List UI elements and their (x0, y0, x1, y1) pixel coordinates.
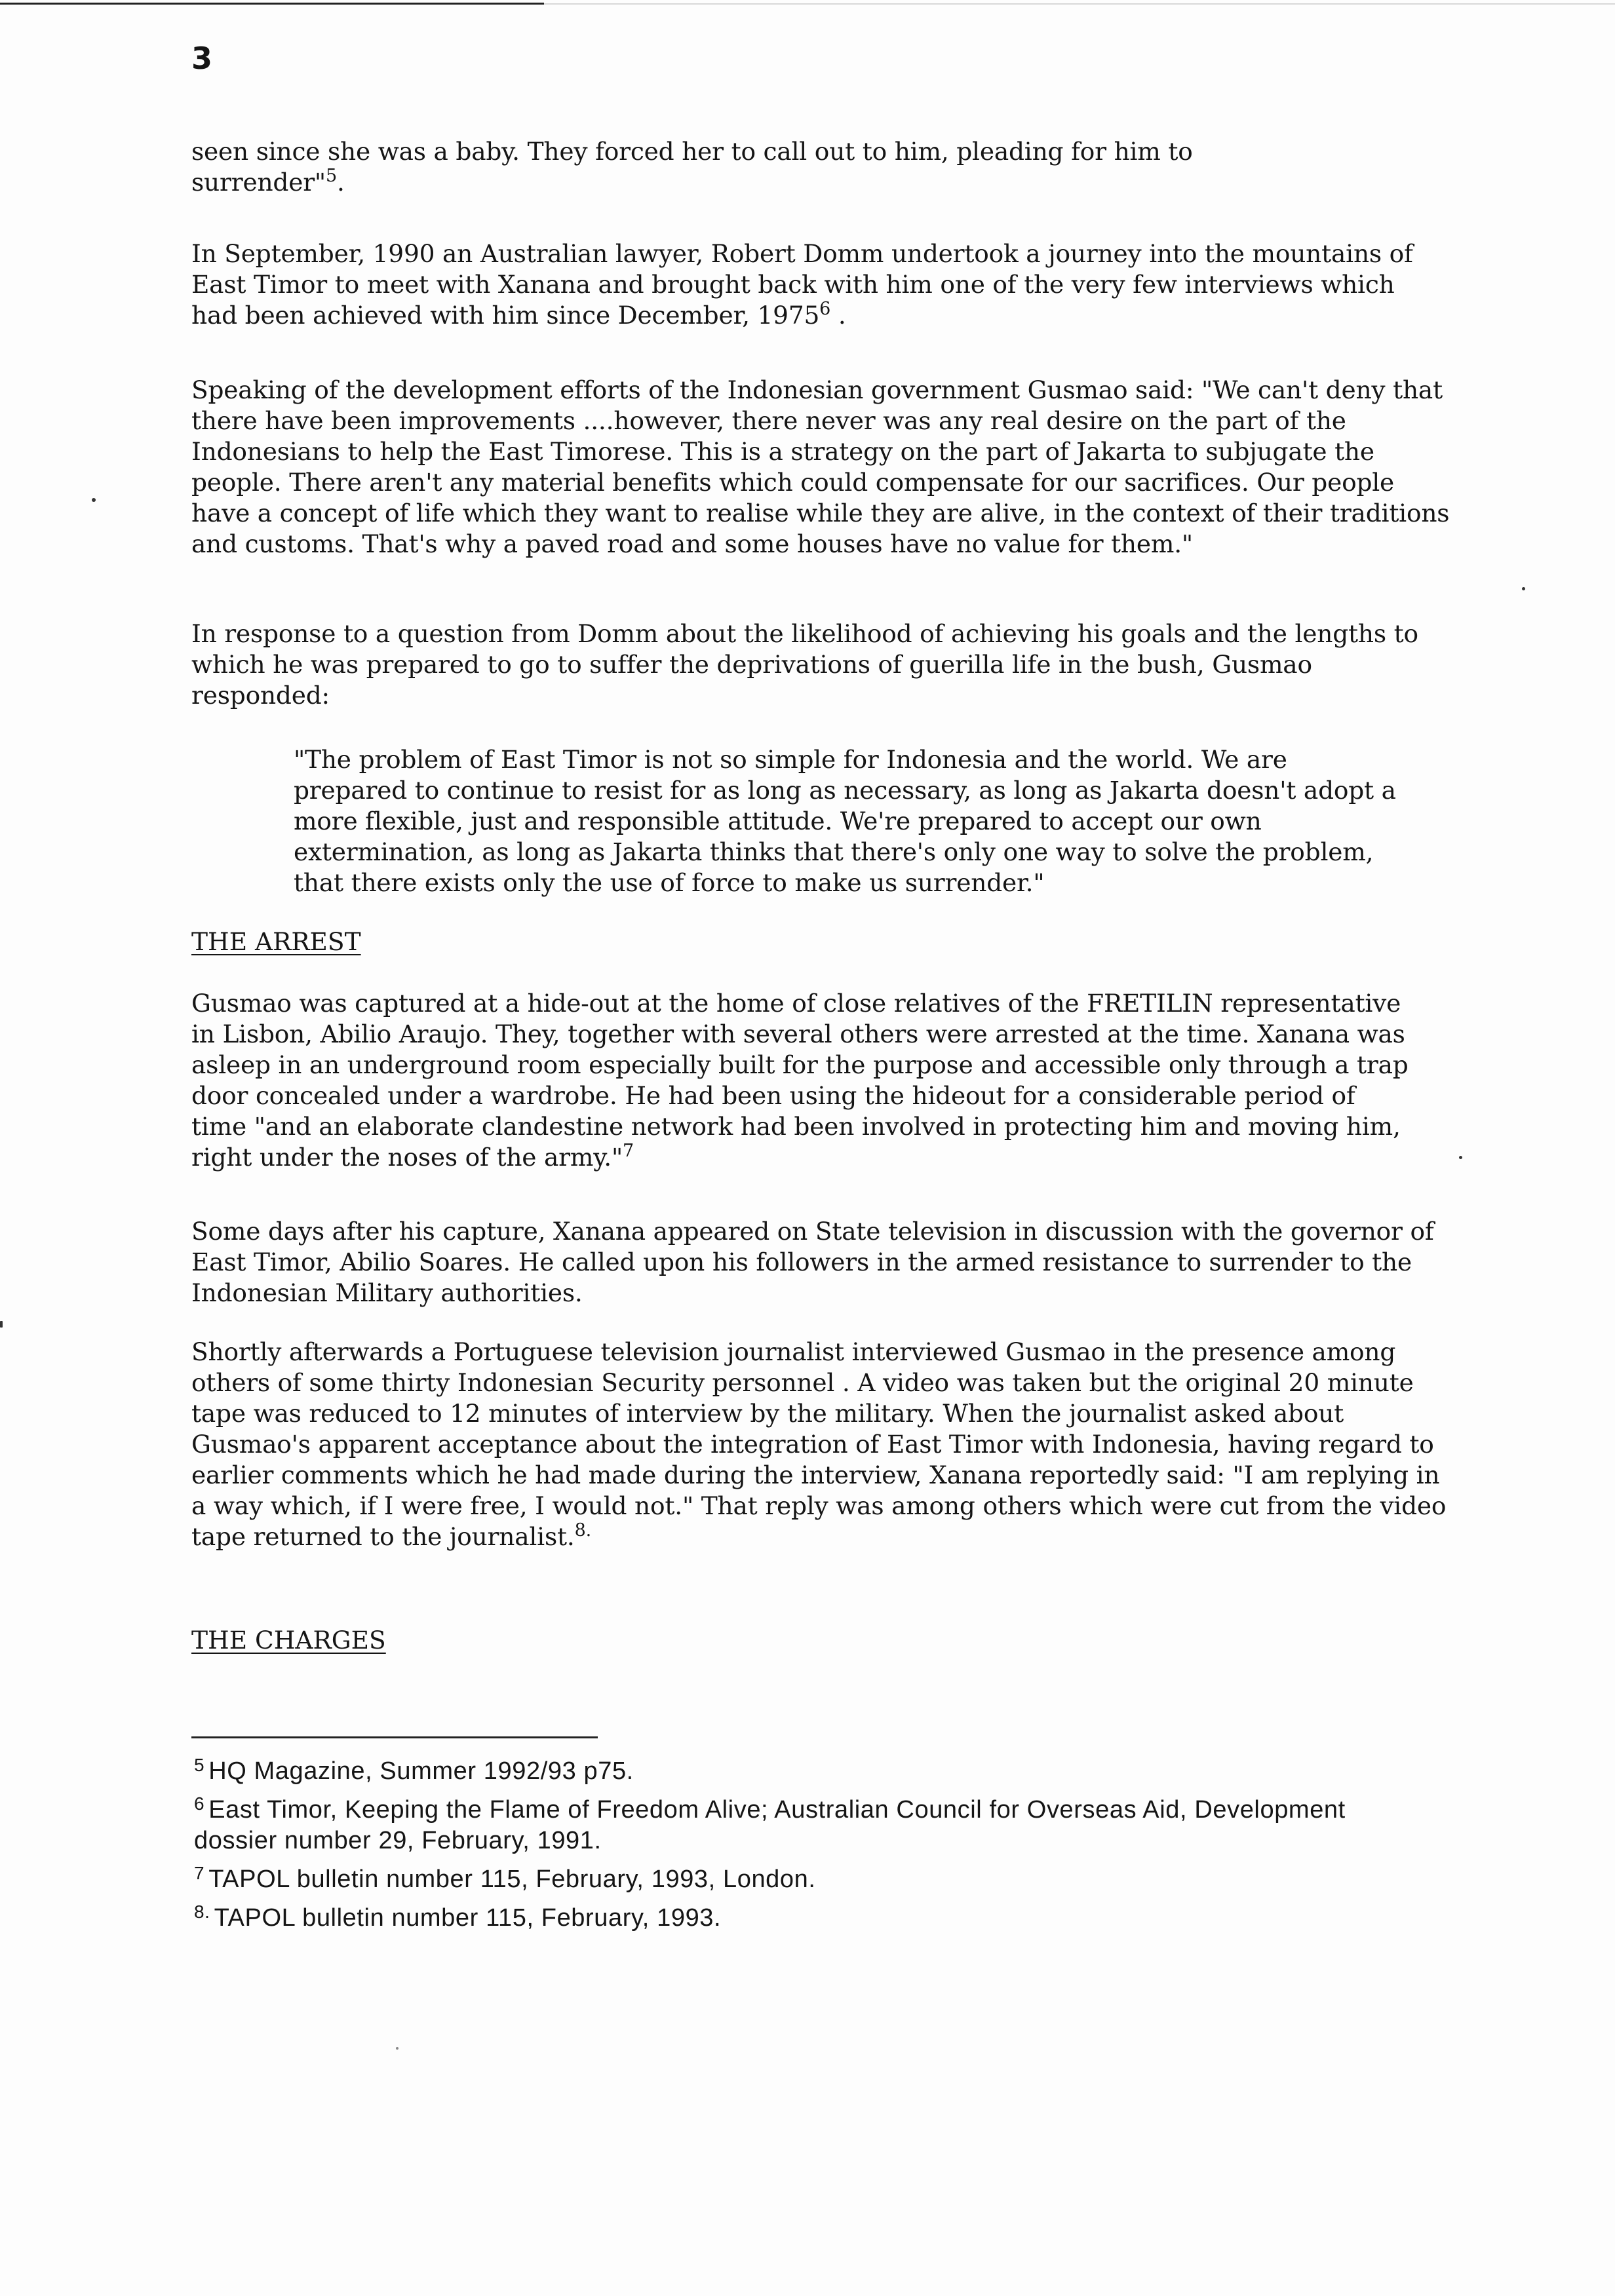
footnotes (194, 1756, 1439, 1942)
footnote-6 (194, 1795, 1413, 1856)
footnote-ref-8: 8. (574, 1520, 591, 1540)
footnote-8 (194, 1903, 1439, 1934)
page-number: 3 (191, 41, 213, 76)
footnote-ref-5: 5 (325, 166, 337, 186)
block-quote-text: "The problem of East Timor is not so simple for Indonesia and the world. We are prepared to continue to resist for as long as necessary, as long as Jakarta doesn't adopt a more flexible, just and responsible attitude. We're prepared to accept our own extermination, as long as Jakarta thinks that there's only one way to solve the problem, that there exists only the use of force to make us surrender." (294, 745, 1396, 897)
footnote-text: East Timor, Keeping the Flame of Freedom Alive; Australian Council for Overseas Aid, Development dossier number 29, February, 1991. (194, 1796, 1346, 1854)
footnote-ref-6: 6 (819, 299, 831, 319)
top-rule-faint (544, 3, 1615, 5)
footnote-text: TAPOL bulletin number 115, February, 1993. (214, 1904, 722, 1932)
paragraph-3 (191, 375, 1450, 560)
paragraph-2 (191, 239, 1437, 331)
paragraph-6-text: Some days after his capture, Xanana appeared on State television in discussion with the governor of East Timor, Abilio Soares. He called upon his followers in the armed resistance to surrender to the Indonesian Military authorities. (191, 1217, 1434, 1307)
section-heading-arrest: THE ARREST (191, 927, 361, 956)
paragraph-1 (191, 136, 1437, 198)
scan-speck (1522, 587, 1525, 590)
scan-speck (396, 2047, 399, 2050)
paragraph-4 (191, 619, 1437, 711)
footnote-text: HQ Magazine, Summer 1992/93 p75. (208, 1757, 634, 1785)
paragraph-3-text: Speaking of the development efforts of the Indonesian government Gusmao said: "We can't deny that there have been improvements ....however, there never was any real desire on the part of the Indonesians to help the East Timorese. This is a strategy on the part of Jakarta to subjugate the people. There aren't any material benefits which could compensate for our sacrifices. Our people have a concept of life which they want to realise while they are alive, in the context of their traditions and customs. That's why a paved road and some houses have no value for them." (191, 375, 1450, 558)
paragraph-6 (191, 1216, 1437, 1309)
paragraph-4-text: In response to a question from Domm about the likelihood of achieving his goals and the lengths to which he was prepared to go to suffer the deprivations of guerilla life in the bush, Gusmao responded: (191, 619, 1418, 710)
paragraph-2-text: In September, 1990 an Australian lawyer, Robert Domm undertook a journey into the mountains of East Timor to meet with Xanana and brought back with him one of the very few interviews which had been achieved with him since December, 1975 (191, 239, 1413, 330)
paragraph-7-text: Shortly afterwards a Portuguese television journalist interviewed Gusmao in the presence among others of some thirty Indonesian Security personnel . A video was taken but the original 20 minute tape was reduced to 12 minutes of interview by the military. When the journalist asked about Gusmao's apparent acceptance about the integration of East Timor with Indonesia, having regard to earlier comments which he had made during the interview, Xanana reportedly said: "I am replying in a way which, if I were free, I would not." That reply was among others which were cut from the video tape returned to the journalist. (191, 1337, 1447, 1551)
footnote-mark: 6 (194, 1793, 205, 1814)
scan-speck (0, 1321, 3, 1328)
footnote-ref-7: 7 (623, 1141, 634, 1161)
footnote-5 (194, 1756, 1439, 1787)
block-quote (294, 744, 1447, 898)
footnote-7 (194, 1864, 1439, 1895)
footnote-mark: 5 (194, 1755, 205, 1775)
scan-speck (92, 498, 96, 502)
footnote-mark: 7 (194, 1863, 205, 1883)
paragraph-1-end: . (336, 168, 345, 197)
top-rule (0, 3, 544, 5)
footnote-text: TAPOL bulletin number 115, February, 1993, London. (208, 1866, 816, 1893)
footnote-separator (191, 1736, 598, 1738)
paragraph-2-end: . (830, 301, 846, 330)
paragraph-5 (191, 988, 1437, 1173)
section-heading-charges: THE CHARGES (191, 1626, 386, 1655)
paragraph-7 (191, 1337, 1447, 1552)
paragraph-1-text: seen since she was a baby. They forced her to call out to him, pleading for him to surrender" (191, 137, 1193, 197)
paragraph-5-text: Gusmao was captured at a hide-out at the home of close relatives of the FRETILIN representative in Lisbon, Abilio Araujo. They, together with several others were arrested at the time. Xanana was asleep in an underground room especially built for the purpose and accessible only through a trap door concealed under a wardrobe. He had been using the hideout for a considerable period of time "and an elaborate clandestine network had been involved in protecting him and moving him, right under the noses of the army." (191, 989, 1409, 1172)
footnote-mark: 8. (194, 1902, 210, 1922)
scan-speck (1459, 1156, 1462, 1159)
